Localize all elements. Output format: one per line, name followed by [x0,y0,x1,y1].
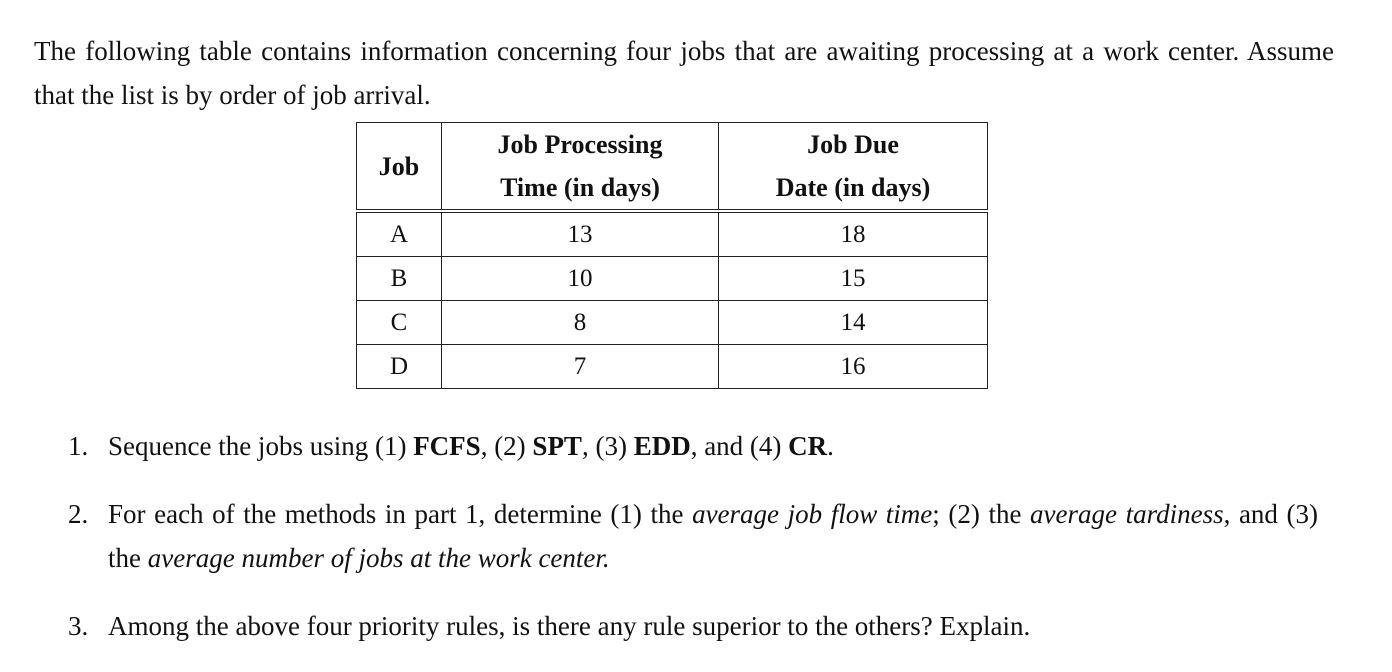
jobs-table [356,122,988,389]
question-1 [68,424,1318,468]
q3-text: Among the above four priority rules, is there any rule superior to the others? Explain. [108,611,1031,641]
q2-number-of-jobs: average number of jobs at the work center. [147,543,610,573]
cell-processing: 7 [442,345,719,389]
question-list [68,424,1318,672]
header-due-line2: Date (in days) [775,173,931,202]
q1-text-3: , (3) [581,431,634,461]
cell-due: 14 [719,301,988,345]
table-row [357,211,988,257]
question-2 [68,492,1318,580]
cell-due: 18 [719,211,988,257]
q2-flow-time: average job flow time [692,499,933,529]
q1-text-2: , (2) [480,431,533,461]
question-number: 3. [68,611,89,641]
header-processing-line1: Job Processing [497,130,663,159]
question-number: 2. [68,499,89,529]
question-3 [68,604,1318,648]
header-due-date [719,123,988,212]
table-body [357,211,988,389]
q1-spt: SPT [532,431,582,461]
q2-text-1: For each of the methods in part 1, determine (1) the [108,499,693,529]
q2-tardiness: average tardiness [1030,499,1224,529]
question-number: 1. [68,431,89,461]
cell-job: C [357,301,442,345]
q1-fcfs: FCFS [413,431,481,461]
header-job: Job [357,123,442,212]
intro-paragraph: The following table contains information concerning four jobs that are awaiting processing at a work center. Assume that the list is by order of job arrival. [34,36,1334,110]
table-header [357,123,988,212]
cell-processing: 13 [442,211,719,257]
q2-text-3: , and (3) the [108,499,1319,573]
cell-job: A [357,211,442,257]
cell-job: D [357,345,442,389]
cell-job: B [357,257,442,301]
table-header-row [357,123,988,212]
table-row [357,257,988,301]
q1-text-4: , and (4) [690,431,789,461]
cell-due: 16 [719,345,988,389]
cell-processing: 10 [442,257,719,301]
q1-cr: CR [788,431,828,461]
q2-text-2: ; (2) the [932,499,1031,529]
q1-text-1: Sequence the jobs using (1) [108,431,414,461]
header-processing-time [442,123,719,212]
table-row [357,345,988,389]
header-due-line1: Job Due [807,130,899,159]
q1-text-5: . [827,431,834,461]
header-processing-line2: Time (in days) [500,173,660,202]
table-row [357,301,988,345]
cell-processing: 8 [442,301,719,345]
q1-edd: EDD [633,431,691,461]
cell-due: 15 [719,257,988,301]
